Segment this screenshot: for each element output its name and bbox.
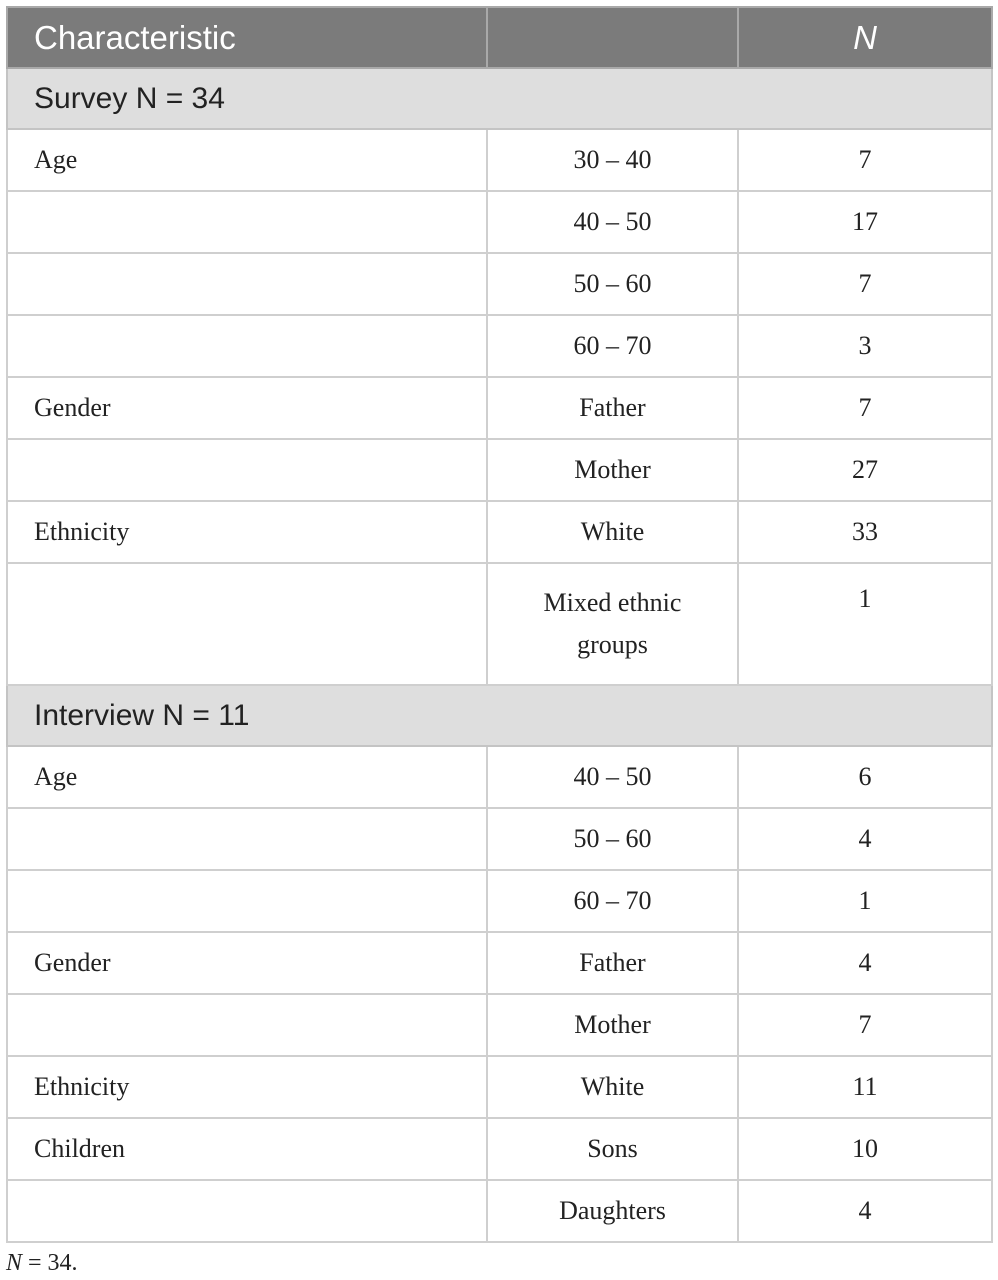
footnote-text: = 34. bbox=[22, 1250, 78, 1276]
row-count: 7 bbox=[738, 129, 992, 191]
header-category bbox=[487, 7, 738, 68]
row-label bbox=[7, 253, 487, 315]
row-count: 10 bbox=[738, 1118, 992, 1180]
row-count: 27 bbox=[738, 439, 992, 501]
row-category: 50 – 60 bbox=[487, 253, 738, 315]
row-category: 40 – 50 bbox=[487, 746, 738, 808]
table-row bbox=[7, 253, 992, 315]
row-category: 60 – 70 bbox=[487, 315, 738, 377]
row-count: 33 bbox=[738, 501, 992, 563]
row-category: White bbox=[487, 1056, 738, 1118]
row-category: Mother bbox=[487, 994, 738, 1056]
table-row bbox=[7, 932, 992, 994]
row-count: 7 bbox=[738, 253, 992, 315]
row-count: 4 bbox=[738, 808, 992, 870]
section-title: Survey N = 34 bbox=[7, 68, 992, 129]
row-count: 4 bbox=[738, 932, 992, 994]
section-title: Interview N = 11 bbox=[7, 685, 992, 746]
table-header-row bbox=[7, 7, 992, 68]
row-category: Sons bbox=[487, 1118, 738, 1180]
row-category: Mother bbox=[487, 439, 738, 501]
row-label: Ethnicity bbox=[7, 1056, 487, 1118]
row-label bbox=[7, 439, 487, 501]
row-label: Ethnicity bbox=[7, 501, 487, 563]
header-characteristic: Characteristic bbox=[7, 7, 487, 68]
row-category: 60 – 70 bbox=[487, 870, 738, 932]
row-count: 3 bbox=[738, 315, 992, 377]
row-count: 7 bbox=[738, 994, 992, 1056]
row-count: 1 bbox=[738, 870, 992, 932]
table-row bbox=[7, 377, 992, 439]
row-count: 1 bbox=[738, 563, 992, 685]
row-label: Gender bbox=[7, 932, 487, 994]
table-row bbox=[7, 994, 992, 1056]
table-row bbox=[7, 563, 992, 685]
row-label bbox=[7, 563, 487, 685]
footnote-symbol: N bbox=[6, 1250, 23, 1276]
row-label bbox=[7, 1180, 487, 1242]
section-header-survey bbox=[7, 68, 992, 129]
demographics-table bbox=[6, 6, 993, 1243]
row-category: Father bbox=[487, 377, 738, 439]
row-category: 50 – 60 bbox=[487, 808, 738, 870]
table-row bbox=[7, 808, 992, 870]
table-row bbox=[7, 746, 992, 808]
table-row bbox=[7, 129, 992, 191]
row-category: Daughters bbox=[487, 1180, 738, 1242]
section-header-interview bbox=[7, 685, 992, 746]
row-category: Father bbox=[487, 932, 738, 994]
row-label: Age bbox=[7, 129, 487, 191]
row-label: Gender bbox=[7, 377, 487, 439]
table-row bbox=[7, 501, 992, 563]
row-label bbox=[7, 191, 487, 253]
row-label: Children bbox=[7, 1118, 487, 1180]
demographics-table-container bbox=[6, 6, 991, 1243]
row-count: 11 bbox=[738, 1056, 992, 1118]
row-label bbox=[7, 870, 487, 932]
table-row bbox=[7, 1056, 992, 1118]
row-category: White bbox=[487, 501, 738, 563]
table-row bbox=[7, 1180, 992, 1242]
table-row bbox=[7, 315, 992, 377]
row-count: 6 bbox=[738, 746, 992, 808]
row-label: Age bbox=[7, 746, 487, 808]
row-category: 40 – 50 bbox=[487, 191, 738, 253]
row-category: Mixed ethnic groups bbox=[487, 563, 738, 685]
row-count: 7 bbox=[738, 377, 992, 439]
table-row bbox=[7, 1118, 992, 1180]
table-footnote bbox=[6, 1250, 78, 1277]
row-label bbox=[7, 315, 487, 377]
row-count: 17 bbox=[738, 191, 992, 253]
row-category: 30 – 40 bbox=[487, 129, 738, 191]
header-n: N bbox=[738, 7, 992, 68]
row-label bbox=[7, 808, 487, 870]
row-label bbox=[7, 994, 487, 1056]
table-row bbox=[7, 191, 992, 253]
table-row bbox=[7, 870, 992, 932]
table-row bbox=[7, 439, 992, 501]
row-count: 4 bbox=[738, 1180, 992, 1242]
